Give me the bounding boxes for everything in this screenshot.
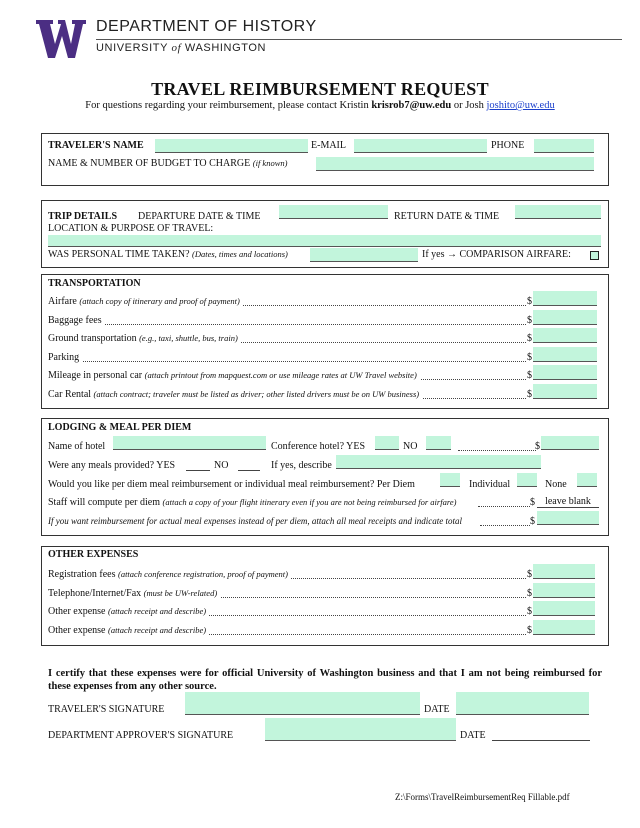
- transport-row-dollar-sign: $: [527, 314, 532, 326]
- page-title: TRAVEL REIMBURSEMENT REQUEST: [151, 79, 489, 99]
- transport-row-dollar-sign: $: [527, 296, 532, 307]
- budget-field[interactable]: [316, 157, 594, 171]
- header-divider: [96, 39, 622, 40]
- certification-statement: I certify that these expenses were for official University of Washington business and that I am not being reimbursed for these expenses from any other source.: [48, 668, 602, 692]
- transport-row-amount-field[interactable]: [533, 291, 597, 306]
- transport-row-amount-field[interactable]: [533, 328, 597, 343]
- leave-blank-note: leave blank: [537, 496, 599, 508]
- other-expense-row-label: Other expense (attach receipt and describe): [48, 625, 209, 636]
- date-label-1: DATE: [424, 704, 450, 715]
- meals-no-label: NO: [214, 460, 229, 471]
- traveler-signature-label: TRAVELER'S SIGNATURE: [48, 704, 165, 715]
- lodging-amount-field[interactable]: [541, 436, 599, 450]
- actual-meals-label: If you want reimbursement for actual meal expenses instead of per diem, attach all meal receipts and indicate total: [48, 516, 463, 526]
- other-expense-row-dollar-sign: $: [527, 569, 532, 580]
- return-field[interactable]: [515, 205, 601, 219]
- dot-leader: [480, 525, 530, 526]
- per-diem-question: Would you like per diem meal reimbursement or individual meal reimbursement? Per Diem: [48, 479, 415, 490]
- dot-leader: [60, 324, 526, 325]
- contact-email-kristin: krisrob7@uw.edu: [371, 100, 452, 111]
- email-label: E-MAIL: [311, 140, 346, 151]
- uw-logo: [36, 20, 86, 58]
- describe-label: If yes, describe: [271, 460, 332, 471]
- other-expense-row-amount-field[interactable]: [533, 564, 595, 579]
- departure-label: DEPARTURE DATE & TIME: [138, 211, 261, 222]
- per-diem-field[interactable]: [440, 473, 460, 487]
- phone-field[interactable]: [534, 139, 594, 153]
- conference-no-label: NO: [403, 441, 418, 452]
- trip-details-heading: TRIP DETAILS: [48, 211, 118, 222]
- dot-leader: [458, 450, 536, 451]
- location-purpose-field[interactable]: [48, 235, 601, 247]
- other-expense-row-dollar-sign: $: [527, 624, 532, 636]
- lodging-dollar-sign: $: [535, 441, 540, 452]
- meals-yes-blank[interactable]: [186, 470, 210, 471]
- meals-provided-label: Were any meals provided? YES: [48, 460, 176, 471]
- approver-signature-field[interactable]: [265, 718, 456, 741]
- other-expense-row-dollar-sign: $: [527, 606, 532, 617]
- none-label: None: [545, 479, 567, 490]
- contact-line: For questions regarding your reimbursement, please contact Kristin krisrob7@uw.edu or Josh joshito@uw.edu: [85, 100, 555, 111]
- transport-row-label: Ground transportation (e.g., taxi, shuttle, bus, train): [48, 333, 241, 344]
- traveler-date-field[interactable]: [456, 692, 589, 715]
- dot-leader: [60, 361, 526, 362]
- transportation-heading: TRANSPORTATION: [48, 278, 141, 289]
- transport-row-label: Airfare (attach copy of itinerary and proof of payment): [48, 296, 243, 307]
- lodging-heading: LODGING & MEAL PER DIEM: [48, 422, 192, 433]
- transport-row-dollar-sign: $: [527, 351, 532, 363]
- other-expenses-heading: OTHER EXPENSES: [48, 549, 139, 560]
- transport-row-label: Car Rental (attach contract; traveler must be listed as driver; other listed drivers must be on UW business): [48, 389, 422, 400]
- traveler-name-label: TRAVELER'S NAME: [48, 140, 144, 151]
- transport-row-amount-field[interactable]: [533, 310, 597, 325]
- conference-yes-field[interactable]: [375, 436, 399, 450]
- other-expense-row-amount-field[interactable]: [533, 620, 595, 635]
- transport-row-label: Baggage fees: [48, 315, 105, 326]
- contact-email-josh[interactable]: joshito@uw.edu: [486, 100, 555, 111]
- other-expense-row-label: Telephone/Internet/Fax (must be UW-related): [48, 588, 220, 599]
- hotel-name-field[interactable]: [113, 436, 266, 450]
- location-purpose-label: LOCATION & PURPOSE OF TRAVEL:: [48, 223, 214, 234]
- email-field[interactable]: [354, 139, 487, 153]
- transport-row-label: Mileage in personal car (attach printout from mapquest.com or use mileage rates at UW Travel website): [48, 370, 420, 381]
- approver-date-blank[interactable]: [492, 740, 590, 741]
- meals-no-blank[interactable]: [238, 470, 260, 471]
- actual-meals-amount-field[interactable]: [537, 511, 599, 525]
- transport-row-label: Parking: [48, 352, 82, 363]
- comparison-airfare-checkbox[interactable]: [590, 251, 599, 260]
- individual-label: Individual: [469, 479, 511, 490]
- other-expense-row-dollar-sign: $: [527, 587, 532, 599]
- staff-per-diem-label: Staff will compute per diem (attach a copy of your flight itinerary even if you are not being reimbursed for airfare): [48, 497, 457, 508]
- approver-signature-label: DEPARTMENT APPROVER'S SIGNATURE: [48, 730, 234, 741]
- conference-no-field[interactable]: [426, 436, 451, 450]
- other-expense-row-amount-field[interactable]: [533, 583, 595, 598]
- transport-row-dollar-sign: $: [527, 370, 532, 381]
- other-expense-row-label: Registration fees (attach conference registration, proof of payment): [48, 569, 291, 580]
- other-expense-row-label: Other expense (attach receipt and describe): [48, 606, 209, 617]
- traveler-signature-field[interactable]: [185, 692, 420, 715]
- actual-meals-dollar-sign: $: [530, 516, 535, 527]
- transport-row-amount-field[interactable]: [533, 365, 597, 380]
- budget-label: NAME & NUMBER OF BUDGET TO CHARGE (if known): [48, 158, 288, 169]
- transport-row-dollar-sign: $: [527, 388, 532, 400]
- individual-field[interactable]: [517, 473, 537, 487]
- none-field[interactable]: [577, 473, 597, 487]
- uw-logo-w-shape: [36, 20, 86, 58]
- transport-row-amount-field[interactable]: [533, 384, 597, 399]
- return-label: RETURN DATE & TIME: [394, 211, 500, 222]
- conference-hotel-label: Conference hotel? YES: [271, 441, 366, 452]
- dot-leader: [478, 506, 530, 507]
- traveler-name-field[interactable]: [155, 139, 308, 153]
- departure-field[interactable]: [279, 205, 388, 219]
- footer-file-path: Z:\Forms\TravelReimbursementReq Fillable.pdf: [395, 792, 570, 802]
- phone-label: PHONE: [491, 140, 525, 151]
- department-name: DEPARTMENT OF HISTORY: [96, 18, 317, 35]
- personal-time-field[interactable]: [310, 248, 418, 262]
- other-expense-row-amount-field[interactable]: [533, 601, 595, 616]
- date-label-2: DATE: [460, 730, 486, 741]
- university-name: UNIVERSITY of WASHINGTON: [96, 42, 267, 54]
- staff-dollar-sign: $: [530, 497, 535, 508]
- transport-row-dollar-sign: $: [527, 333, 532, 344]
- meals-describe-field[interactable]: [336, 455, 541, 469]
- transport-row-amount-field[interactable]: [533, 347, 597, 362]
- hotel-name-label: Name of hotel: [48, 441, 106, 452]
- comparison-airfare-label: If yes → COMPARISON AIRFARE:: [422, 249, 571, 260]
- personal-time-label: WAS PERSONAL TIME TAKEN? (Dates, times and locations): [48, 249, 288, 260]
